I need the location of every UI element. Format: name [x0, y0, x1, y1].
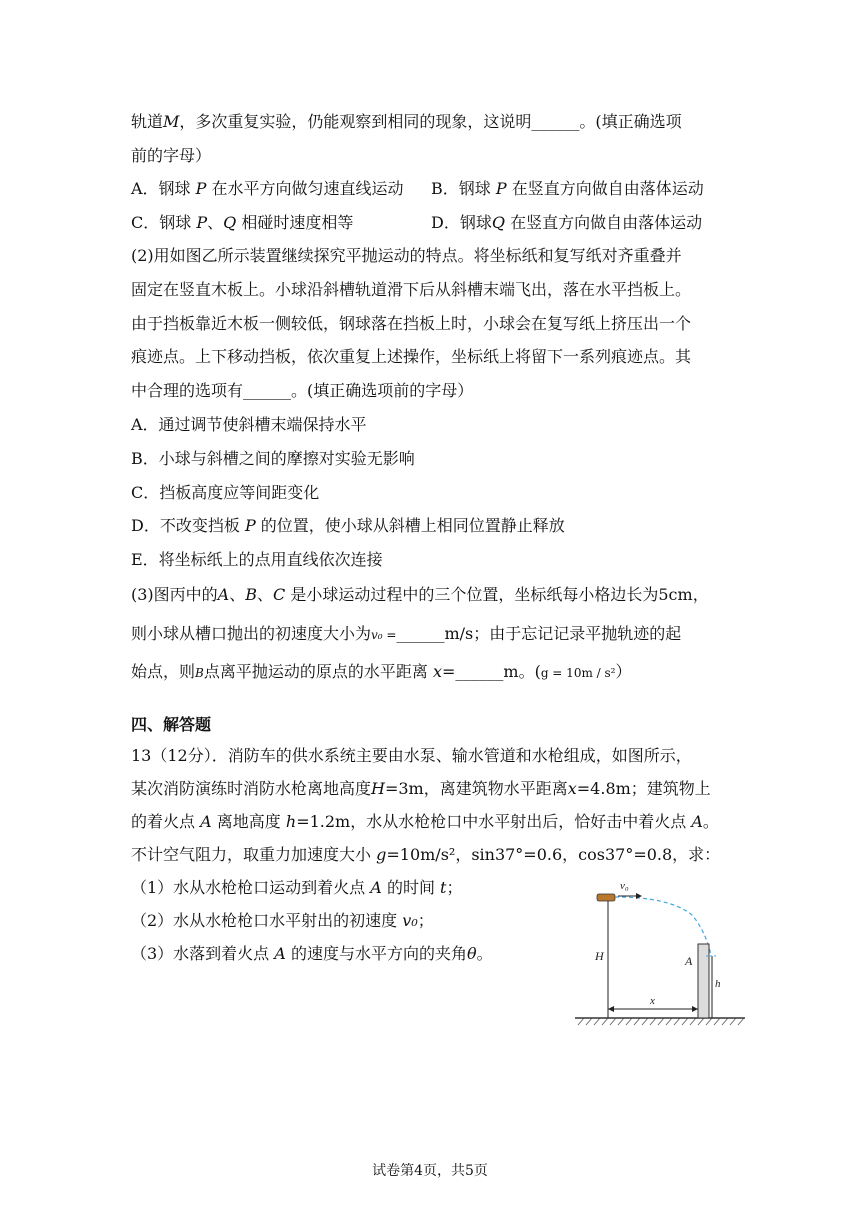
text: 、 — [229, 585, 246, 604]
fire-hose-figure — [570, 875, 750, 1030]
q13-sub2 — [131, 910, 434, 932]
text: C．钢球 — [131, 213, 192, 232]
symbol-P: P — [196, 213, 208, 232]
symbol-g: g — [376, 845, 387, 864]
text: ； — [446, 878, 463, 897]
text: (3)图丙中的 — [131, 585, 218, 604]
text: 离地高度 — [216, 812, 281, 831]
symbol-H: H — [371, 779, 385, 798]
label-x: x — [650, 995, 655, 1007]
symbol-x: x — [432, 662, 442, 681]
q13-line1: 13（12分）．消防车的供水系统主要由水泵、输水管道和水枪组成，如图所示， — [131, 746, 692, 765]
label-h: h — [715, 978, 721, 990]
text: =10m/s²，sin37°=0.6，cos37°=0.8，求： — [386, 845, 721, 864]
text: 。(填正确选项 — [579, 112, 682, 131]
page-footer: 试卷第4页，共5页 — [372, 1163, 488, 1179]
label-H: H — [595, 949, 604, 963]
q12-part2-option-c: C．挡板高度应等间距变化 — [131, 483, 320, 502]
q12-part2-line1: (2)用如图乙所示装置继续探究平抛运动的特点。将坐标纸和复写纸对齐重叠并 — [131, 246, 682, 265]
q12-option-c — [131, 212, 353, 234]
text: 的着火点 — [131, 812, 196, 831]
q12-part3-line1 — [131, 584, 709, 606]
text: 。 — [476, 944, 493, 963]
symbol-Q: Q — [491, 213, 505, 232]
q12-part3-line3 — [131, 661, 631, 684]
q12-part2-option-e: E．将坐标纸上的点用直线依次连接 — [131, 550, 383, 569]
q13-line4 — [131, 844, 720, 866]
symbol-A: A — [370, 878, 382, 897]
text: m。( — [503, 662, 541, 681]
text: 是小球运动过程中的三个位置，坐标纸每小格边长为5cm， — [290, 585, 709, 604]
building — [698, 944, 709, 1018]
text: 在竖直方向做自由落体运动 — [511, 179, 704, 198]
symbol-P: P — [495, 179, 507, 198]
symbol-Q: Q — [223, 213, 237, 232]
text: D．钢球 — [431, 213, 492, 232]
answer-blank: ______ — [531, 112, 580, 131]
symbol-P: P — [244, 516, 256, 535]
text: 始点，则 — [131, 662, 196, 681]
q12-part3-line2 — [131, 623, 681, 646]
symbol-M: M — [163, 112, 180, 131]
text: =1.2m，水从水枪枪口中水平射出后，恰好击中着火点 — [296, 812, 687, 831]
q12-option-a — [131, 178, 404, 200]
text: 中合理的选项有 — [131, 381, 244, 400]
q12-option-b — [431, 178, 704, 200]
symbol-A: A — [217, 585, 230, 604]
symbol-t: t — [440, 878, 447, 897]
answer-blank: ______ — [396, 624, 445, 643]
text: 不计空气阻力，取重力加速度大小 — [131, 845, 372, 864]
water-trajectory — [615, 897, 711, 955]
q12-intro-line2: 前的字母） — [131, 146, 212, 165]
text: 则小球从槽口抛出的初速度大小为 — [131, 624, 372, 643]
q13-line3 — [131, 811, 719, 833]
text: = — [441, 662, 456, 681]
q12-part2-line5 — [131, 380, 473, 402]
text: =4.8m；建筑物上 — [576, 779, 711, 798]
text: 。(填正确选项前的字母） — [291, 381, 474, 400]
symbol-h: h — [285, 812, 297, 831]
symbol-A: A — [691, 812, 703, 831]
text: 的速度与水平方向的夹角 — [290, 944, 467, 963]
q12-part2-line4: 痕迹点。上下移动挡板，依次重复上述操作，坐标纸上将留下一系列痕迹点。其 — [131, 347, 692, 366]
text: （2）水从水枪枪口水平射出的初速度 — [131, 911, 398, 930]
text: 点离平抛运动的原点的水平距离 — [203, 662, 428, 681]
answer-blank: ______ — [243, 381, 292, 400]
text: 。 — [702, 812, 719, 831]
q13-line2 — [131, 778, 711, 800]
symbol-B: B — [195, 666, 204, 680]
symbol-B: B — [245, 585, 258, 604]
text: m/s；由于忘记记录平抛轨迹的起 — [444, 624, 682, 643]
q12-option-d — [431, 212, 702, 234]
text: ； — [417, 911, 434, 930]
q12-part2-option-d — [131, 515, 565, 537]
text: D．不改变挡板 — [131, 516, 240, 535]
label-v0: v₀ — [620, 880, 629, 892]
nozzle-icon — [597, 894, 615, 901]
text: 、 — [257, 585, 274, 604]
section-title: 四、解答题 — [131, 715, 212, 734]
text: （3）水落到着火点 — [131, 944, 270, 963]
symbol-theta: θ — [466, 944, 477, 963]
text: 、 — [207, 213, 224, 232]
q13-sub1 — [131, 877, 463, 899]
text: 的位置，使小球从斜槽上相同位置静止释放 — [260, 516, 565, 535]
q12-part2-line2: 固定在竖直木板上。小球沿斜槽轨道滑下后从斜槽末端飞出，落在水平挡板上。 — [131, 280, 692, 299]
q12-intro-line1 — [131, 111, 682, 133]
text: 的时间 — [386, 878, 435, 897]
text: ） — [615, 662, 632, 681]
symbol-A: A — [200, 812, 212, 831]
symbol-x: x — [567, 779, 577, 798]
text: 某次消防演练时消防水枪离地高度 — [131, 779, 372, 798]
symbol-v0: v₀ = — [371, 628, 397, 642]
q13-sub3 — [131, 943, 493, 965]
answer-blank: ______ — [455, 662, 504, 681]
text: 在竖直方向做自由落体运动 — [510, 213, 703, 232]
q12-part2-option-a: A．通过调节使斜槽末端保持水平 — [131, 415, 367, 434]
arrow-head-icon — [692, 1006, 698, 1012]
text: （1）水从水枪枪口运动到着火点 — [131, 878, 366, 897]
symbol-A: A — [274, 944, 286, 963]
text: =3m，离建筑物水平距离 — [384, 779, 568, 798]
text: B．钢球 — [431, 179, 491, 198]
text: A．钢球 — [131, 179, 191, 198]
ground-hatching — [578, 1018, 744, 1025]
symbol-P: P — [195, 179, 207, 198]
arrow-head-icon — [608, 1006, 614, 1012]
label-A: A — [685, 954, 693, 968]
text: ，多次重复实验，仍能观察到相同的现象，这说明 — [179, 112, 532, 131]
symbol-C: C — [273, 585, 286, 604]
text: 相碰时速度相等 — [241, 213, 354, 232]
q12-part2-line3: 由于挡板靠近木板一侧较低，钢球落在挡板上时，小球会在复写纸上挤压出一个 — [131, 314, 692, 333]
symbol-v0: v₀ — [402, 911, 418, 930]
q12-part2-option-b: B．小球与斜槽之间的摩擦对实验无影响 — [131, 449, 415, 468]
text: 轨道 — [131, 112, 164, 131]
text: 在水平方向做匀速直线运动 — [211, 179, 404, 198]
formula-g: g = 10m / s² — [540, 666, 616, 680]
